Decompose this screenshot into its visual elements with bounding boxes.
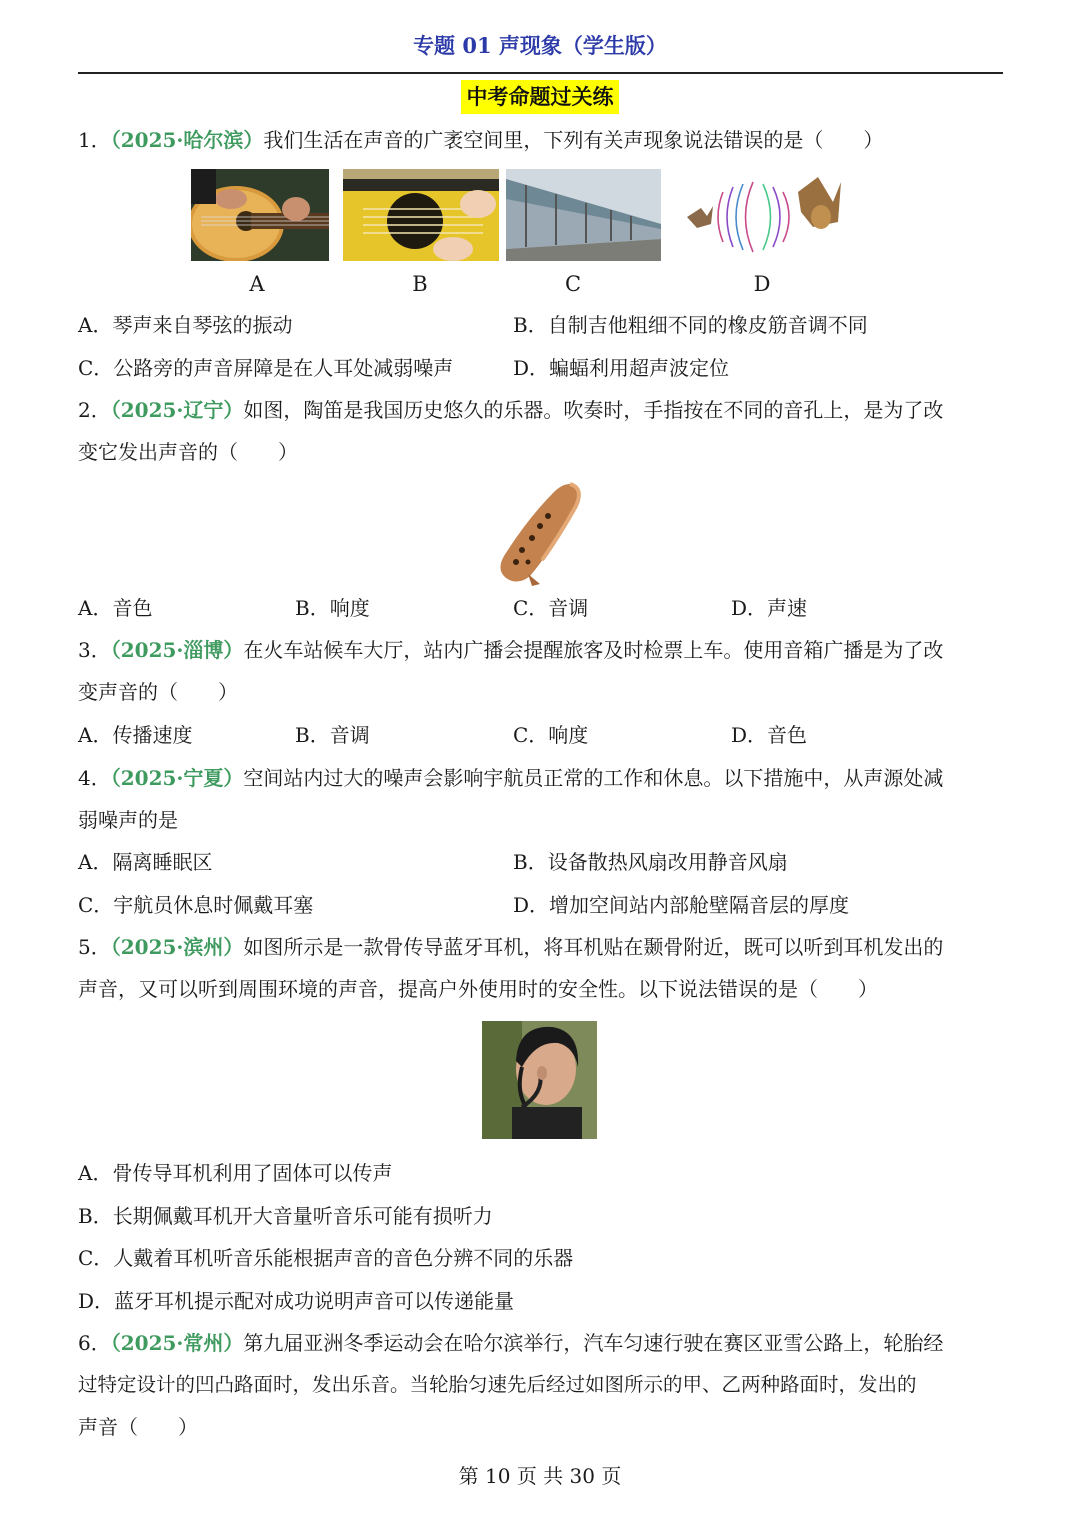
question-source: （2025·淄博） bbox=[110, 638, 244, 662]
question-4-option-c: C．宇航员休息时佩戴耳塞 bbox=[78, 893, 314, 917]
question-1-stem: 1．（2025·哈尔滨）我们生活在声音的广袤空间里，下列有关声现象说法错误的是（ ） bbox=[78, 128, 884, 152]
question-4-option-d: D．增加空间站内部舱壁隔音层的厚度 bbox=[513, 893, 850, 917]
image-label-d: D bbox=[753, 272, 771, 296]
ocarina-illustration bbox=[492, 478, 588, 588]
homemade-guitar-photo bbox=[343, 169, 499, 261]
question-4-stem: 4．（2025·宁夏）空间站内过大的噪声会影响宇航员正常的工作和休息。以下措施中，从声源处减 bbox=[78, 766, 944, 790]
page-header-title: 专题 01 声现象（学生版） bbox=[413, 33, 667, 58]
image-label-b: B bbox=[412, 272, 428, 296]
question-5-option-c: C．人戴着耳机听音乐能根据声音的音色分辨不同的乐器 bbox=[78, 1246, 574, 1270]
question-source: （2025·辽宁） bbox=[110, 398, 244, 422]
page-footer: 第 10 页 共 30 页 bbox=[458, 1464, 622, 1488]
question-2-option-a: A．音色 bbox=[78, 596, 153, 620]
question-5-stem-cont: 声音，又可以听到周围环境的声音，提高户外使用时的安全性。以下说法错误的是（ ） bbox=[78, 977, 878, 1001]
bone-conduction-headphone-photo bbox=[482, 1021, 597, 1139]
question-3-option-c: C．响度 bbox=[513, 723, 589, 747]
question-4-option-a: A．隔离睡眠区 bbox=[78, 850, 213, 874]
question-3-stem: 3．（2025·淄博）在火车站候车大厅，站内广播会提醒旅客及时检票上车。使用音箱广播是为了改 bbox=[78, 638, 944, 662]
question-source: （2025·滨州） bbox=[110, 935, 244, 959]
question-5-option-a: A．骨传导耳机利用了固体可以传声 bbox=[78, 1161, 393, 1185]
section-title: 中考命题过关练 bbox=[461, 80, 619, 114]
question-source: （2025·哈尔滨） bbox=[110, 128, 264, 152]
bat-echolocation-illustration bbox=[683, 172, 843, 262]
question-3-option-d: D．音色 bbox=[731, 723, 808, 747]
question-2-stem-cont: 变它发出声音的（ ） bbox=[78, 440, 298, 464]
question-6-stem: 6．（2025·常州）第九届亚洲冬季运动会在哈尔滨举行，汽车匀速行驶在赛区亚雪公路上，轮胎经 bbox=[78, 1331, 944, 1355]
question-source: （2025·常州） bbox=[110, 1331, 244, 1355]
question-2-option-b: B．响度 bbox=[295, 596, 370, 620]
question-2-option-d: D．声速 bbox=[731, 596, 808, 620]
question-3-stem-cont: 变声音的（ ） bbox=[78, 680, 238, 704]
image-label-a: A bbox=[249, 272, 265, 296]
question-4-option-b: B．设备散热风扇改用静音风扇 bbox=[513, 850, 788, 874]
header-divider bbox=[78, 72, 1003, 74]
question-2-stem: 2．（2025·辽宁）如图，陶笛是我国历史悠久的乐器。吹奏时，手指按在不同的音孔上，是为了改 bbox=[78, 398, 944, 422]
question-6-stem-cont: 过特定设计的凹凸路面时，发出乐音。当轮胎匀速先后经过如图所示的甲、乙两种路面时，发出的 bbox=[78, 1373, 917, 1396]
question-3-option-b: B．音调 bbox=[295, 723, 370, 747]
sound-barrier-photo bbox=[506, 169, 661, 261]
question-4-stem-cont: 弱噪声的是 bbox=[78, 808, 178, 832]
question-1-option-d: D．蝙蝠利用超声波定位 bbox=[513, 356, 730, 380]
guitar-photo bbox=[191, 169, 329, 261]
question-1-option-c: C．公路旁的声音屏障是在人耳处减弱噪声 bbox=[78, 356, 454, 380]
question-6-stem-cont-2: 声音（ ） bbox=[78, 1415, 198, 1439]
question-5-option-b: B．长期佩戴耳机开大音量听音乐可能有损听力 bbox=[78, 1204, 493, 1228]
question-1-option-a: A．琴声来自琴弦的振动 bbox=[78, 313, 293, 337]
question-5-option-d: D．蓝牙耳机提示配对成功说明声音可以传递能量 bbox=[78, 1289, 515, 1313]
question-3-option-a: A．传播速度 bbox=[78, 723, 193, 747]
question-2-option-c: C．音调 bbox=[513, 596, 589, 620]
question-source: （2025·宁夏） bbox=[110, 766, 244, 790]
question-5-stem: 5．（2025·滨州）如图所示是一款骨传导蓝牙耳机，将耳机贴在颞骨附近，既可以听到耳机发出的 bbox=[78, 935, 944, 959]
question-1-option-b: B．自制吉他粗细不同的橡皮筋音调不同 bbox=[513, 313, 868, 337]
image-label-c: C bbox=[564, 272, 582, 296]
